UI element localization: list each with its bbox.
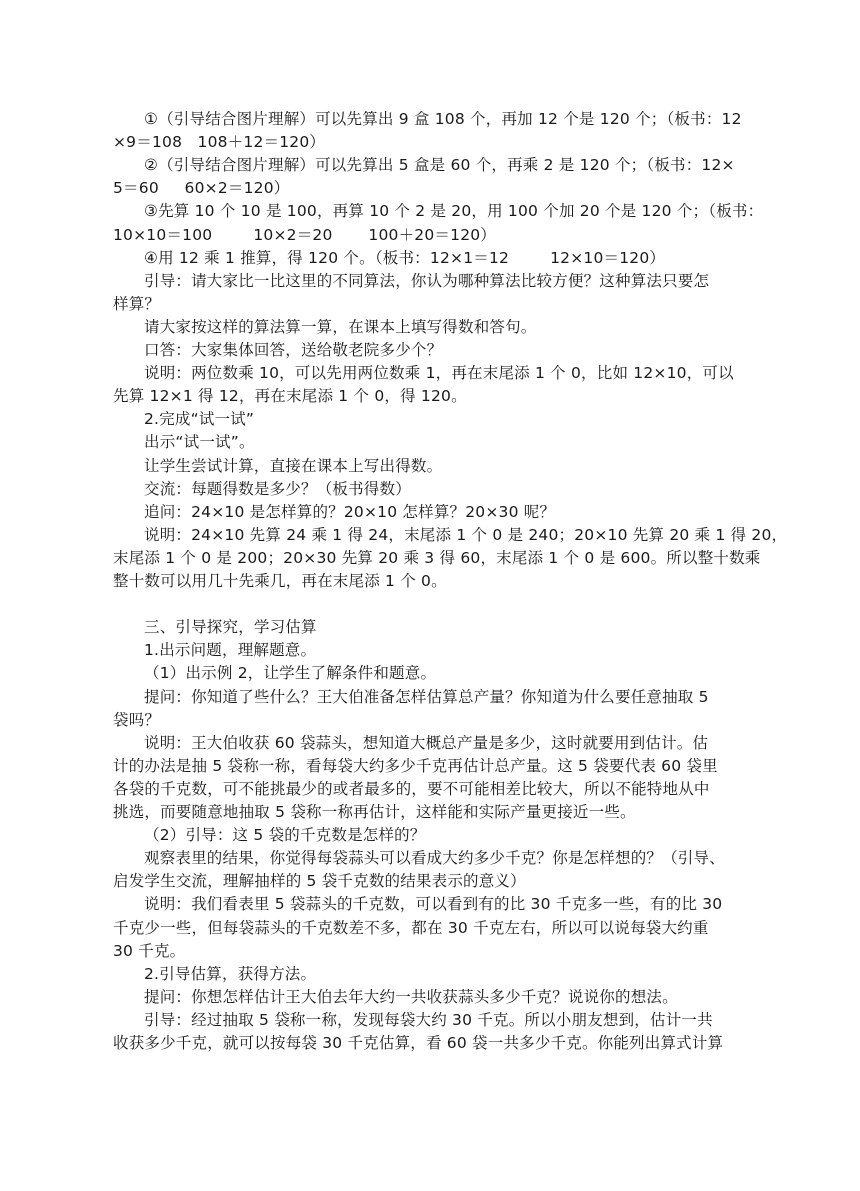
paragraph-line: 千克少一些，但每袋蒜头的千克数差不多，都在 30 千克左右，所以可以说每袋大约重 <box>113 918 709 937</box>
paragraph-line: 追问：24×10 是怎样算的？20×10 怎样算？20×30 呢？ <box>144 502 556 521</box>
paragraph-line: 挑选，而要随意地抽取 5 袋称一称再估计，这样能和实际产量更接近一些。 <box>113 803 636 821</box>
paragraph-line: 2.引导估算，获得方法。 <box>144 964 317 983</box>
paragraph-line: 说明：我们看表里 5 袋蒜头的千克数，可以看到有的比 30 千克多一些，有的比 30 <box>144 895 723 914</box>
paragraph-line: 收获多少千克，就可以按每袋 30 千克估算，看 60 袋一共多少千克。你能列出算式计算 <box>113 1034 724 1052</box>
paragraph-line: 请大家按这样的算法算一算，在课本上填写得数和答句。 <box>144 317 537 336</box>
paragraph-line: 5＝60 60×2＝120） <box>113 179 290 198</box>
paragraph-line: 1.出示问题，理解题意。 <box>144 641 317 660</box>
paragraph-line: 说明：两位数乘 10，可以先用两位数乘 1，再在末尾添 1 个 0，比如 12×10，可以 <box>144 364 734 383</box>
paragraph-line: 2.完成“试一试” <box>144 410 255 429</box>
paragraph-line: ③先算 10 个 10 是 100，再算 10 个 2 是 20，用 100 个加 20 个是 120 个；（板书： <box>144 202 764 221</box>
paragraph-line: 说明：24×10 先算 24 乘 1 得 24，末尾添 1 个 0 是 240；20×10 先算 20 乘 1 得 20， <box>144 525 788 544</box>
paragraph-line: ④用 12 乘 1 推算，得 120 个。（板书：12×1＝12 12×10＝120） <box>144 248 666 267</box>
paragraph-line: 提问：你想怎样估计王大伯去年大约一共收获蒜头多少千克？说说你的想法。 <box>144 987 678 1006</box>
paragraph-line: ①（引导结合图片理解）可以先算出 9 盒 108 个，再加 12 个是 120 个；（板书：12 <box>144 110 742 128</box>
paragraph-line: （2）引导：这 5 袋的千克数是怎样的？ <box>144 826 426 845</box>
paragraph-line: 样算？ <box>113 294 161 313</box>
paragraph-line: 10×10＝100 10×2＝20 100＋20＝120） <box>113 225 497 244</box>
paragraph-line: 引导：请大家比一比这里的不同算法，你认为哪种算法比较方便？这种算法只要怎 <box>144 271 710 290</box>
paragraph-line: 先算 12×1 得 12，再在末尾添 1 个 0，得 120。 <box>113 387 467 406</box>
paragraph-line: 整十数可以用几十先乘几，再在末尾添 1 个 0。 <box>113 572 447 590</box>
paragraph-line: 计的办法是抽 5 袋称一称，看每袋大约多少千克再估计总产量。这 5 袋要代表 60 袋里 <box>113 756 718 775</box>
paragraph-line: 提问：你知道了些什么？王大伯准备怎样估算总产量？你知道为什么要任意抽取 5 <box>144 687 709 706</box>
paragraph-line: 出示“试一试”。 <box>144 433 255 452</box>
paragraph-line: 30 千克。 <box>113 941 186 960</box>
paragraph-line: 袋吗？ <box>113 710 161 729</box>
paragraph-line: 引导：经过抽取 5 袋称一称，发现每袋大约 30 千克。所以小朋友想到，估计一共 <box>144 1010 713 1029</box>
paragraph-line: 口答：大家集体回答，送给敬老院多少个？ <box>144 341 443 359</box>
paragraph-line: 各袋的千克数，可不能挑最少的或者最多的，要不可能相差比较大，所以不能特地从中 <box>113 779 710 798</box>
paragraph-line: 说明：王大伯收获 60 袋蒜头，想知道大概总产量是多少，这时就要用到估计。估 <box>144 733 709 752</box>
paragraph-line: 末尾添 1 个 0 是 200；20×30 先算 20 乘 3 得 60，末尾添 1 个 0 是 600。所以整十数乘 <box>113 548 761 567</box>
paragraph-line: 观察表里的结果，你觉得每袋蒜头可以看成大约多少千克？你是怎样想的？（引导、 <box>144 849 725 868</box>
paragraph-line: 三、引导探究，学习估算 <box>144 618 317 637</box>
paragraph-line: ②（引导结合图片理解）可以先算出 5 盒是 60 个，再乘 2 是 120 个；（板书：12× <box>144 156 735 175</box>
paragraph-line: 交流：每题得数是多少？（板书得数） <box>144 479 411 498</box>
paragraph-line: 让学生尝试计算，直接在课本上写出得数。 <box>144 456 443 475</box>
paragraph-line: （1）出示例 2，让学生了解条件和题意。 <box>144 664 437 683</box>
paragraph-line: 启发学生交流，理解抽样的 5 袋千克数的结果表示的意义） <box>113 872 526 891</box>
paragraph-line: ×9＝108 108＋12＝120） <box>113 133 326 152</box>
